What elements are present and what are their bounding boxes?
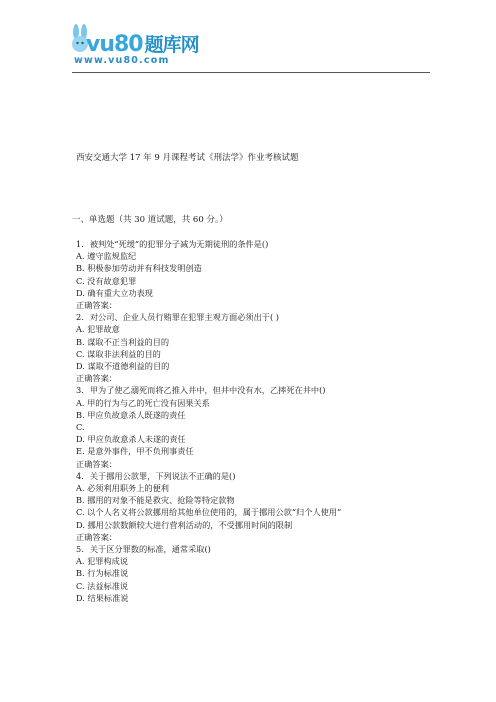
answer-line: 正确答案：	[76, 458, 117, 469]
logo-brand: vu80	[86, 32, 143, 57]
question-stem	[76, 311, 426, 323]
question-stem	[76, 238, 426, 250]
option-label: C.	[76, 422, 85, 433]
option-text: 以个人名义将公款挪用给其他单位使用的，属于挪用公款“归个人使用”	[84, 507, 342, 518]
option-label: B.	[76, 568, 85, 579]
logo-site-name: 题库网	[144, 34, 199, 56]
option-label: C.	[76, 348, 85, 359]
option-text: 没有故意犯罪	[84, 275, 137, 286]
option-text: 谋取不道德利益的目的	[84, 361, 170, 372]
section-heading: 一、单选题（共 30 道试题，共 60 分。）	[72, 215, 228, 225]
option-text: 挪用公款数额较大进行营利活动的，不受挪用时间的限制	[84, 519, 293, 530]
question-text: 被判处“死缓”的犯罪分子减为无期徒刑的条件是()	[89, 239, 269, 249]
option-text: 甲的行为与乙的死亡没有因果关系	[84, 397, 210, 408]
document-title: 西安交通大学 17 年 9 月课程考试《刑法学》作业考核试题	[76, 153, 299, 163]
option-text: 结果标准说	[84, 592, 129, 603]
answer-option	[76, 482, 426, 494]
option-text: 法益标准说	[84, 580, 129, 591]
answer-line: 正确答案：	[76, 300, 117, 311]
option-label: A.	[76, 324, 85, 335]
answer-option	[76, 519, 426, 531]
option-label: B.	[76, 409, 85, 420]
option-label: A.	[76, 556, 85, 567]
option-label: C.	[76, 275, 85, 286]
option-label: E.	[76, 446, 85, 457]
answer-option	[76, 592, 426, 604]
logo-wordmark	[72, 30, 199, 57]
option-label: B.	[76, 336, 85, 347]
question-text: 甲为了使乙溺死而将乙推入井中，但井中没有水，乙摔死在井中()	[89, 385, 326, 396]
option-text: 犯罪构成说	[84, 556, 129, 567]
option-text: 确有重大立功表现	[84, 287, 153, 298]
option-label: D.	[76, 287, 85, 298]
question-stem	[76, 470, 426, 482]
answer-option	[76, 421, 426, 433]
option-label: D.	[76, 434, 85, 445]
answer-option	[76, 262, 426, 274]
option-label: A.	[76, 251, 85, 262]
option-text: 是意外事件，甲不负刑事责任	[84, 446, 194, 457]
question-number: 4.	[76, 470, 84, 481]
option-text: 谋取非法利益的目的	[84, 348, 161, 359]
question-stem	[76, 384, 426, 396]
answer-line: 正确答案：	[76, 373, 117, 384]
question-number: 5.	[76, 544, 84, 555]
logo-url: www.vu80.com	[74, 55, 170, 66]
answer-option	[76, 250, 426, 262]
answer-option	[76, 494, 426, 506]
answer-option	[76, 323, 426, 335]
answer-option	[76, 397, 426, 409]
option-text: 犯罪故意	[84, 324, 120, 335]
option-label: B.	[76, 495, 85, 506]
question-text: 关于区分罪数的标准，通常采取()	[89, 544, 211, 555]
header-divider	[72, 72, 430, 73]
option-text: 遵守监规监纪	[84, 251, 137, 262]
answer-option	[76, 506, 426, 518]
option-text: 甲应负故意杀人既遂的责任	[84, 409, 186, 420]
question-stem	[76, 543, 426, 555]
answer-option	[76, 348, 426, 360]
site-logo[interactable]	[72, 28, 199, 72]
option-label: D.	[76, 361, 85, 372]
question-number: 2.	[76, 312, 84, 323]
option-text: 谋取不正当利益的目的	[84, 336, 170, 347]
answer-option	[76, 360, 426, 372]
question-text: 关于挪用公款罪，下列说法不正确的是()	[89, 470, 236, 481]
answer-option	[76, 336, 426, 348]
answer-option	[76, 433, 426, 445]
option-label: C.	[76, 507, 85, 518]
answer-option	[76, 567, 426, 579]
question-text: 对公司、企业人员行贿罪在犯罪主观方面必须出于( )	[89, 312, 279, 323]
answer-option	[76, 445, 426, 457]
answer-line: 正确答案：	[76, 531, 117, 542]
question-number: 1.	[76, 239, 84, 249]
answer-option	[76, 580, 426, 592]
answer-option	[76, 555, 426, 567]
answer-option	[76, 409, 426, 421]
question-list	[76, 238, 426, 604]
option-text: 行为标准说	[84, 568, 129, 579]
option-text: 甲应负故意杀人未遂的责任	[84, 434, 186, 445]
option-text: 积极参加劳动并有科技发明创造	[84, 263, 202, 274]
option-label: C.	[76, 580, 85, 591]
option-label: D.	[76, 519, 85, 530]
answer-option	[76, 287, 426, 299]
option-text: 挪用的对象不能是救灾、抢险等特定款物	[84, 495, 235, 506]
option-label: A.	[76, 483, 85, 494]
answer-option	[76, 275, 426, 287]
option-label: A.	[76, 397, 85, 408]
option-label: D.	[76, 592, 85, 603]
question-number: 3.	[76, 385, 84, 396]
option-text: 必须利用职务上的便利	[84, 483, 169, 494]
option-label: B.	[76, 263, 85, 274]
